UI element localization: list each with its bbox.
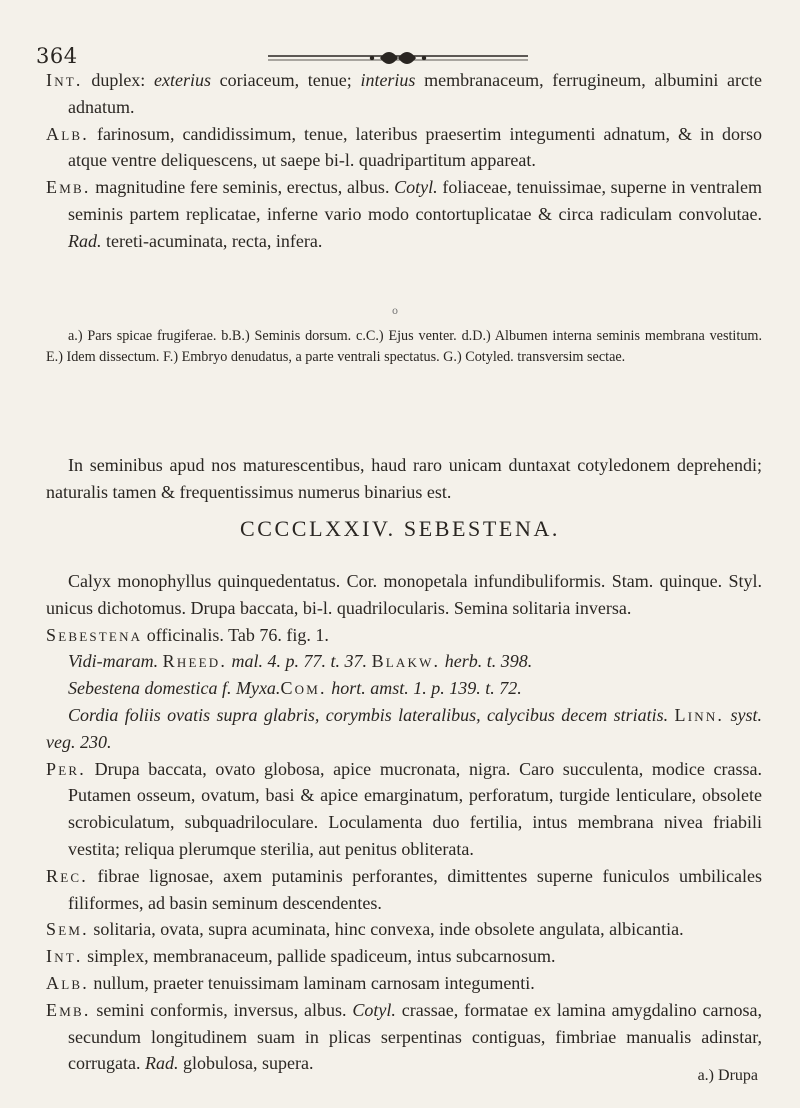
genus-block xyxy=(46,568,762,1077)
sem-paragraph: Sem. solitaria, ovata, supra acuminata, hinc convexa, inde obsolete angulata, albicantia. xyxy=(46,919,684,940)
species-line: Sebestena officinalis. Tab 76. fig. 1. xyxy=(46,624,329,645)
per-paragraph: Per. Drupa baccata, ovato globosa, apice mucronata, nigra. Caro succulenta, modice crassa. Putamen osseum, ovatum, basi & apice emarginatum, perforatum, turgide lenticulare, obsolete scrobiculatum, subquadriloculare. Loculamenta duo fertilia, intus membrana nivea friabili vestita; reliqua plerumque sterilia, aut penitus obliterata. xyxy=(46,758,762,859)
synonym-linnaeus: Cordia foliis ovatis supra glabris, corymbis lateralibus, calycibus decem striatis. Linn. syst. veg. 230. xyxy=(46,704,763,752)
note-marker: o xyxy=(392,306,399,317)
int-paragraph: Int. duplex: exterius coriaceum, tenue; interius membranaceum, ferrugineum, albumini arcte adnatum. xyxy=(46,70,763,117)
header-ornament xyxy=(268,50,528,66)
int-label: Int. xyxy=(46,70,83,90)
genus-description: Calyx monophyllus quinquedentatus. Cor. monopetala infundibuliformis. Stam. quinque. Styl. unicus dichotomus. Drupa baccata, bi-l. quadrilocularis. Semina solitaria inversa. xyxy=(46,571,762,618)
top-description xyxy=(46,67,762,255)
alb-label: Alb. xyxy=(46,123,89,144)
plate-reference: Tab 76. fig. 1. xyxy=(228,624,329,645)
emb-paragraph: Emb. magnitudine fere seminis, erectus, albus. Cotyl. foliaceae, tenuissimae, superne in ventralem seminis partem replicatae, inferne vario modo contortuplicatae & circa radiculam convolutae. Rad. tereti-acuminata, recta, infera. xyxy=(46,177,762,251)
emb2-paragraph: Emb. semini conformis, inversus, albus. Cotyl. crassae, formatae ex lamina amygdalino carnosa, secundum longitudinem suam in plicas serpentinas contiguas, fimbriae manualis adinstar, corrugata. Rad. globulosa, supera. xyxy=(46,999,763,1074)
alb2-paragraph: Alb. nullum, praeter tenuissimam laminam carnosam integumenti. xyxy=(46,972,535,993)
rec-paragraph: Rec. fibrae lignosae, axem putaminis perforantes, dimittentes superne funiculos umbilicales filiformes, ad basin seminum descendentes. xyxy=(46,865,763,913)
species-name: Sebestena xyxy=(46,624,143,645)
alb-paragraph: Alb. farinosum, candidissimum, tenue, lateribus praesertim integumenti adnatum, & in dorso atque ventre deliquescens, ut saepe bi-l. quadripartitum appareat. xyxy=(46,123,763,171)
catchword: a.) Drupa xyxy=(697,1067,758,1084)
figure-legend: a.) Pars spicae frugiferae. b.B.) Seminis dorsum. c.C.) Ejus venter. d.D.) Albumen interna seminis membrana vestitum. E.) Idem dissectum. F.) Embryo denudatus, a parte ventrali spectatus. G.) Cotyled. transversim sectae. xyxy=(46,328,762,365)
remark: In seminibus apud nos maturescentibus, haud raro unicam duntaxat cotyledonem deprehendi; naturalis tamen & frequentissimus numerus binarius est. xyxy=(46,455,762,502)
synonym-rheede: Vidi-maram. Rheed. mal. 4. p. 77. t. 37. Blakw. herb. t. 398. xyxy=(68,651,533,672)
synonym-commelin: Sebestena domestica f. Myxa.Com. hort. amst. 1. p. 139. t. 72. xyxy=(68,678,522,699)
int2-paragraph: Int. simplex, membranaceum, pallide spadiceum, intus subcarnosum. xyxy=(46,946,556,967)
genus-heading: CCCCLXXIV. SEBESTENA. xyxy=(239,516,561,541)
page-number: 364 xyxy=(36,44,78,68)
emb-label: Emb. xyxy=(46,177,91,198)
